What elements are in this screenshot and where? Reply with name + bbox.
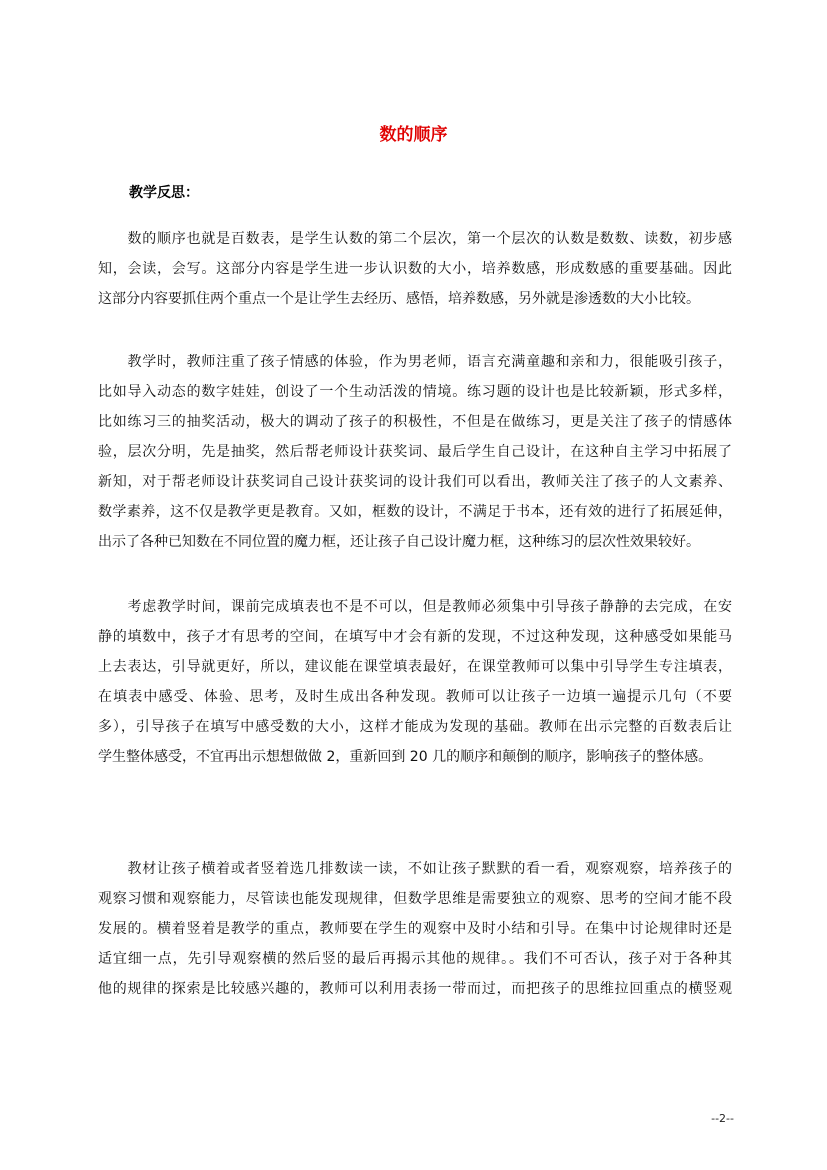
- paragraph-1: [98, 224, 732, 314]
- paragraph-line: 知，会读，会写。这部分内容是学生进一步认识数的大小，培养数感，形成数感的重要基础。因此: [98, 261, 732, 277]
- paragraph-line: 这部分内容要抓住两个重点一个是让学生去经历、感悟，培养数感，另外就是渗透数的大小比较。: [98, 291, 700, 307]
- paragraph-line: 学生整体感受，不宜再出示想想做做 2，重新回到 20 几的顺序和颠倒的顺序，影响孩子的整体感。: [98, 749, 713, 765]
- paragraph-line: 适宜细一点，先引导观察横的然后竖的最后再揭示其他的规律。。我们不可否认，孩子对于各种其: [98, 951, 732, 967]
- page-number: --2--: [711, 1112, 734, 1125]
- paragraph-line: 比如练习三的抽奖活动，极大的调动了孩子的积极性，不但是在做练习，更是关注了孩子的情感体: [98, 414, 732, 430]
- paragraph-line: 发展的。横着竖着是教学的重点，教师要在学生的观察中及时小结和引导。在集中讨论规律时还是: [98, 921, 732, 937]
- paragraph-line: 在填表中感受、体验、思考，及时生成出各种发现。教师可以让孩子一边填一遍提示几句（不要: [98, 689, 732, 705]
- paragraph-line: 考虑教学时间，课前完成填表也不是不可以，但是教师必须集中引导孩子静静的去完成，在安: [98, 599, 732, 615]
- paragraph-line: 上去表达，引导就更好，所以，建议能在课堂填表最好，在课堂教师可以集中引导学生专注填表，: [98, 659, 732, 675]
- paragraph-line: 静的填数中，孩子才有思考的空间，在填写中才会有新的发现，不过这种发现，这种感受如果能马: [98, 629, 732, 645]
- paragraph-line: 多），引导孩子在填写中感受数的大小，这样才能成为发现的基础。教师在出示完整的百数表后让: [98, 719, 732, 735]
- paragraph-line: 观察习惯和观察能力，尽管读也能发现规律，但数学思维是需要独立的观察、思考的空间才能不段: [98, 891, 732, 907]
- paragraph-line: 教学时，教师注重了孩子情感的体验，作为男老师，语言充满童趣和亲和力，很能吸引孩子，: [98, 354, 732, 370]
- paragraph-line: 他的规律的探索是比较感兴趣的，教师可以利用表扬一带而过，而把孩子的思维拉回重点的横竖观: [98, 981, 732, 997]
- paragraph-line: 比如导入动态的数字娃娃，创设了一个生动活泼的情境。练习题的设计也是比较新颖，形式多样，: [98, 384, 732, 400]
- paragraph-4: [98, 854, 732, 1004]
- paragraph-line: 验，层次分明，先是抽奖，然后帮老师设计获奖词、最后学生自己设计，在这种自主学习中拓展了: [98, 444, 732, 460]
- paragraph-line: 新知，对于帮老师设计获奖词自己设计获奖词的设计我们可以看出，教师关注了孩子的人文素养、: [98, 474, 732, 490]
- paragraph-3: [98, 592, 732, 772]
- section-heading: 教学反思：: [129, 185, 199, 201]
- paragraph-line: 数学素养，这不仅是教学更是教育。又如，框数的设计，不满足于书本，还有效的进行了拓展延伸，: [98, 504, 732, 520]
- paragraph-2: [98, 347, 732, 557]
- paragraph-line: 数的顺序也就是百数表，是学生认数的第二个层次，第一个层次的认数是数数、读数，初步感: [98, 231, 732, 247]
- paragraph-line: 出示了各种已知数在不同位置的魔力框，还让孩子自己设计魔力框，这种练习的层次性效果较好。: [98, 534, 700, 550]
- document-title: 数的顺序: [379, 125, 448, 145]
- paragraph-line: 教材让孩子横着或者竖着选几排数读一读，不如让孩子默默的看一看，观察观察，培养孩子的: [98, 861, 732, 877]
